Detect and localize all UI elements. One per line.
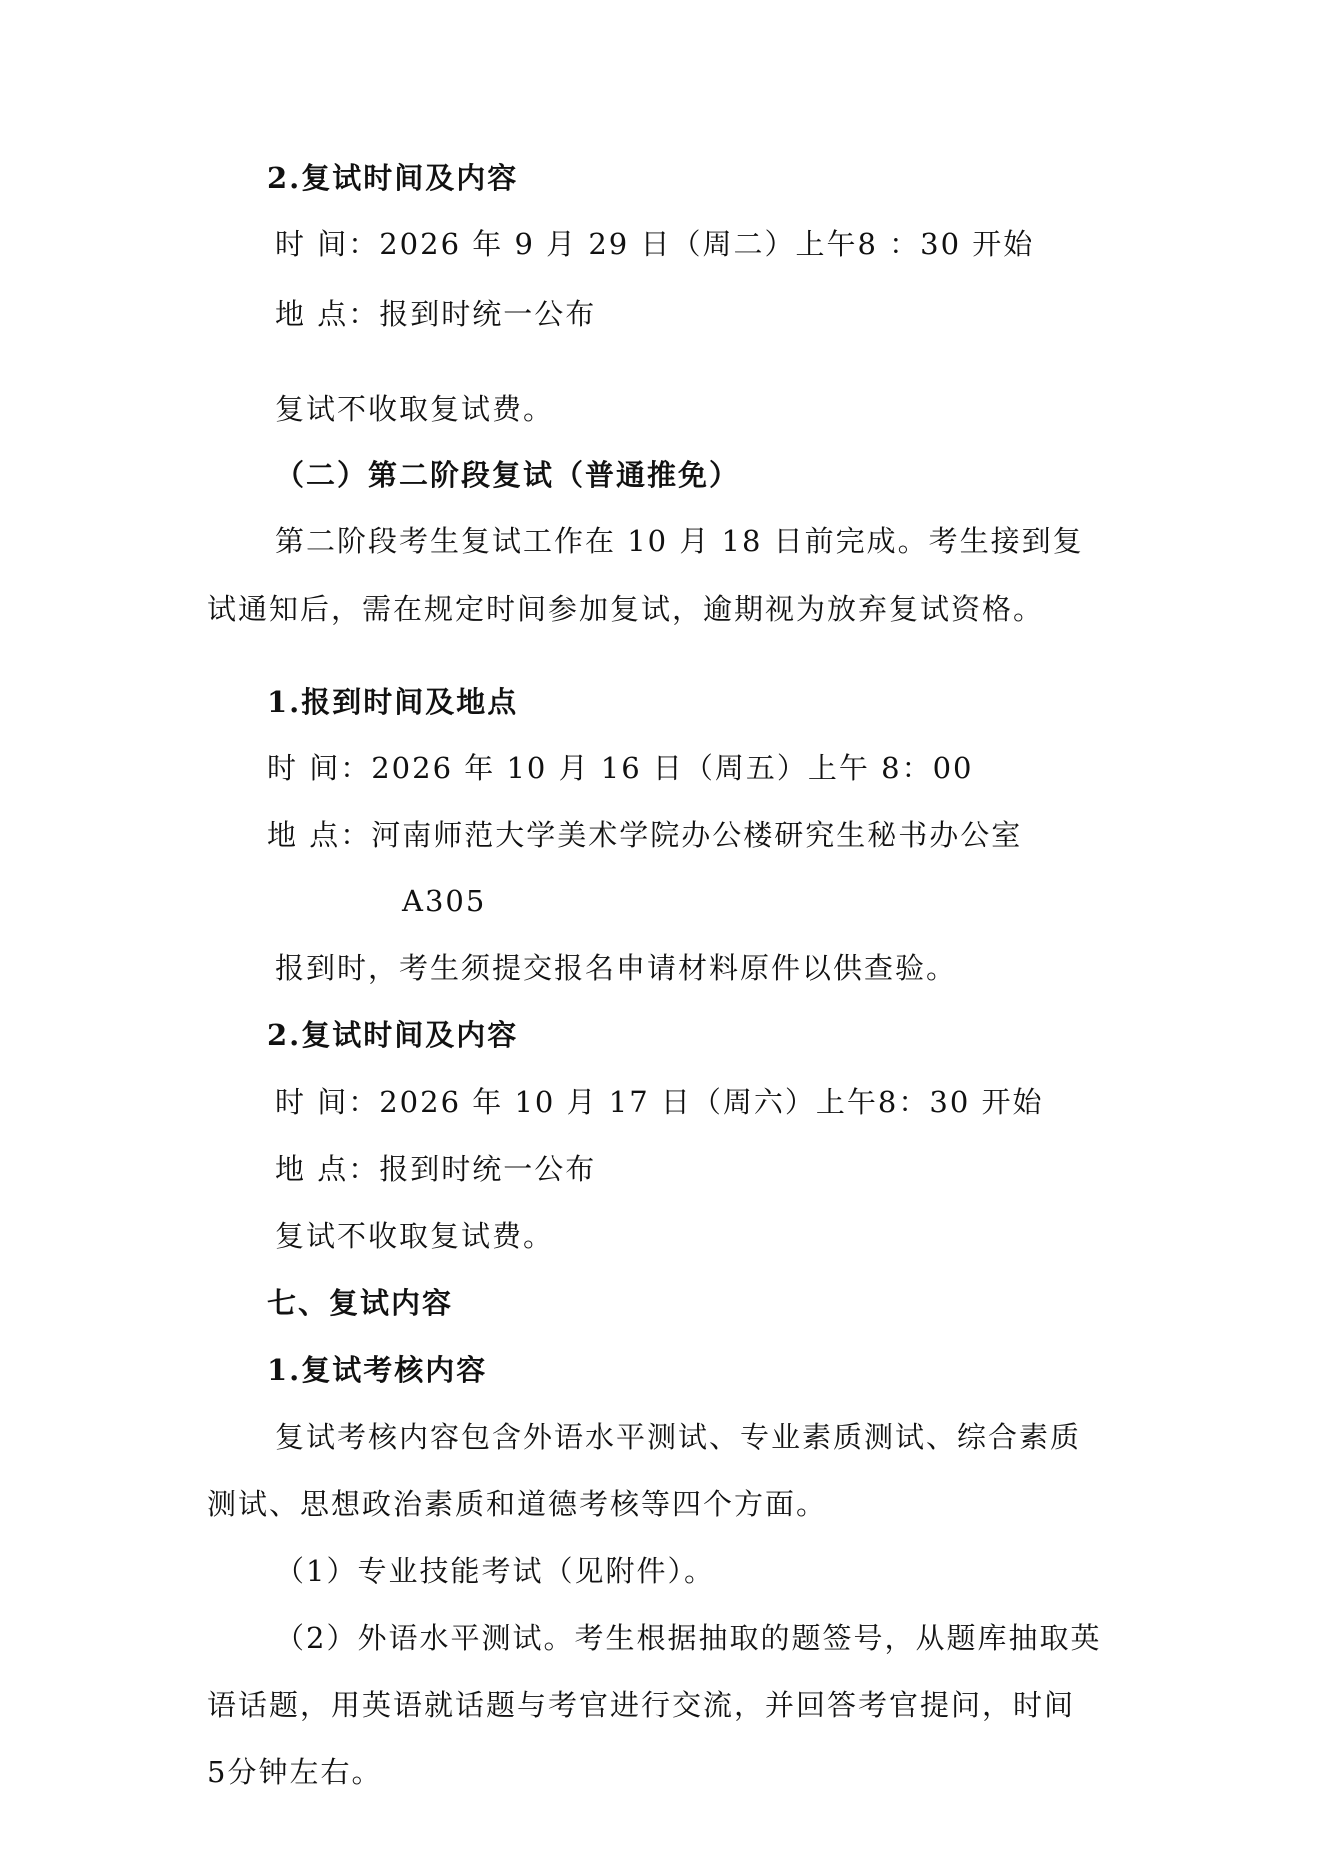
section-heading-retest-content: 七、复试内容 [267,1286,454,1320]
registration-time-line: 时 间：2026 年 10 月 16 日（周五）上午 8：00 [267,751,974,785]
section-heading-retest-time-content-2: 2.复试时间及内容 [267,1018,519,1052]
paragraph-phase-two-line-2: 试通知后，需在规定时间参加复试，逾期视为放弃复试资格。 [207,592,1045,626]
registration-materials-note: 报到时，考生须提交报名申请材料原件以供查验。 [275,951,958,985]
section-heading-registration: 1.报到时间及地点 [267,685,519,719]
section-heading-retest-time-content: 2.复试时间及内容 [267,161,519,195]
assessment-paragraph-line-2: 测试、思想政治素质和道德考核等四个方面。 [207,1487,828,1521]
assessment-paragraph-line-1: 复试考核内容包含外语水平测试、专业素质测试、综合素质 [275,1420,1082,1454]
section-heading-phase-two: （二）第二阶段复试（普通推免） [275,458,741,492]
registration-room-number: A305 [402,884,487,918]
retest-fee-note-2: 复试不收取复试费。 [275,1219,555,1253]
item-professional-skills: （1）专业技能考试（见附件）。 [275,1554,715,1588]
item-foreign-language-line-1: （2）外语水平测试。考生根据抽取的题签号，从题库抽取英 [275,1621,1102,1655]
retest-location-line: 地 点：报到时统一公布 [275,297,597,331]
retest-time-line: 时 间：2026 年 9 月 29 日（周二）上午8 ：30 开始 [275,227,1035,261]
item-foreign-language-line-2: 语话题，用英语就话题与考官进行交流，并回答考官提问，时间 [207,1688,1076,1722]
paragraph-phase-two-line-1: 第二阶段考生复试工作在 10 月 18 日前完成。考生接到复 [275,524,1084,558]
item-foreign-language-line-3: 5分钟左右。 [207,1755,383,1789]
retest-location-line-2: 地 点：报到时统一公布 [275,1152,597,1186]
retest-fee-note: 复试不收取复试费。 [275,392,555,426]
subheading-assessment-content: 1.复试考核内容 [267,1353,488,1387]
retest-time-line-2: 时 间：2026 年 10 月 17 日（周六）上午8：30 开始 [275,1085,1044,1119]
registration-location-line: 地 点：河南师范大学美术学院办公楼研究生秘书办公室 [267,818,1023,852]
